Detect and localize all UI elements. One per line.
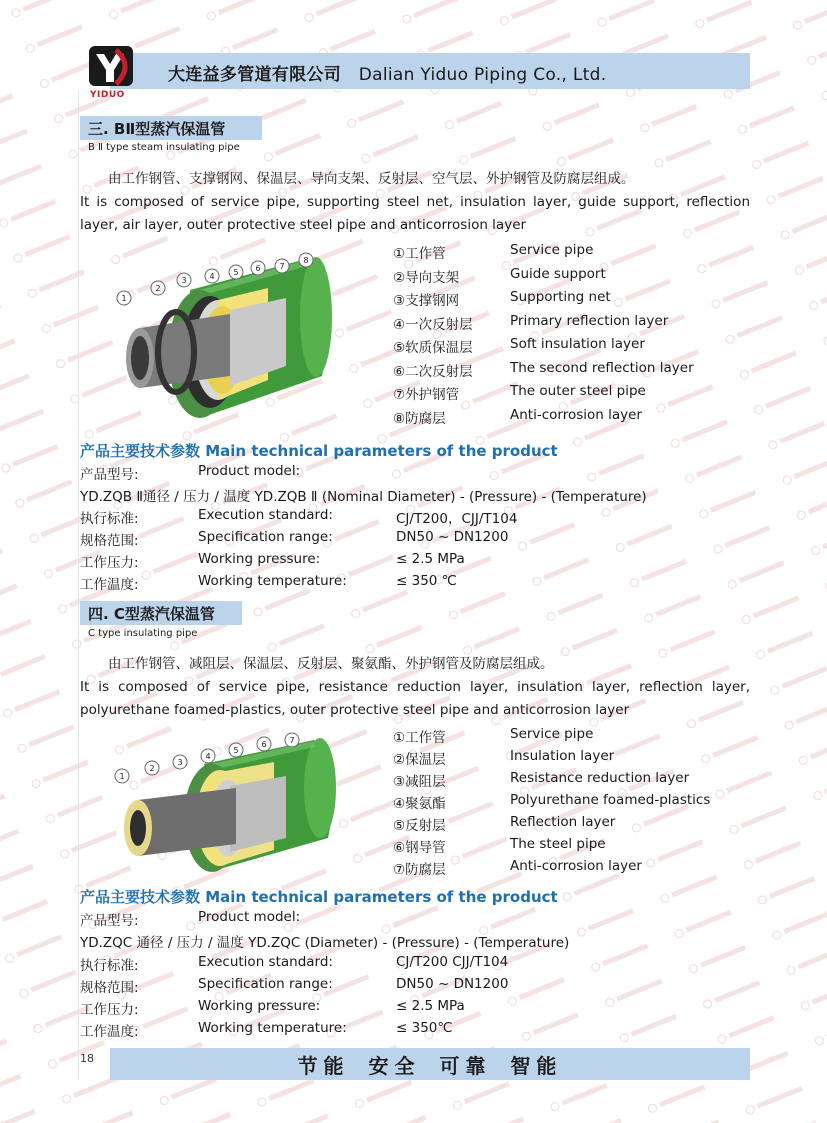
legend-item <box>393 858 710 880</box>
legend-cn: ②保温层 <box>393 752 446 768</box>
param-label-cn: 产品型号: <box>80 467 139 483</box>
margin-line <box>78 90 79 1080</box>
param-value: ≤ 350℃ <box>396 1020 453 1036</box>
legend-item <box>393 289 694 313</box>
param-label-cn: 工作温度: <box>80 577 139 593</box>
legend-cn: ⑥钢导管 <box>393 840 446 856</box>
bii-params-heading: 产品主要技术参数 Main technical parameters of the product <box>80 442 558 460</box>
param-label-cn: 工作压力: <box>80 555 139 571</box>
legend-cn: ⑤反射层 <box>393 818 446 834</box>
c-callout-2: 2 <box>149 764 155 773</box>
legend-cn: ①工作管 <box>393 246 446 262</box>
param-value: DN50 ~ DN1200 <box>396 976 509 992</box>
legend-en: The outer steel pipe <box>510 383 646 399</box>
legend-item <box>393 313 694 337</box>
company-name-cn: 大连益多管道有限公司 <box>168 65 341 85</box>
legend-item <box>393 748 710 770</box>
param-value: ≤ 2.5 MPa <box>396 551 465 567</box>
legend-item <box>393 242 694 266</box>
c-callout-6: 6 <box>261 740 267 749</box>
c-pipe-cutaway-illustration <box>108 730 348 880</box>
legend-en: Resistance reduction layer <box>510 770 690 786</box>
param-label-cn: 工作温度: <box>80 1024 139 1040</box>
legend-en: Primary reflection layer <box>510 312 669 329</box>
param-label-cn: 工作压力: <box>80 1002 139 1018</box>
company-name-en: Dalian Yiduo Piping Co., Ltd. <box>358 65 607 85</box>
section4-desc-cn: 由工作钢管、减阻层、保温层、反射层、聚氨酯、外护钢管及防腐层组成。 <box>108 656 554 672</box>
legend-item <box>393 792 710 814</box>
legend-item <box>393 360 694 384</box>
legend-en: Service pipe <box>510 726 594 742</box>
param-label-en: Specification range: <box>198 529 333 545</box>
legend-item <box>393 336 694 360</box>
logo-wordmark: YIDUO <box>90 90 125 100</box>
c-callout-1: 1 <box>119 772 125 781</box>
legend-item <box>393 814 710 836</box>
section4-desc-en: It is composed of service pipe, resistance reduction layer, insulation layer, reflection layer, polyurethane foamed-plastics, outer protective steel pipe and anticorrosion layer <box>80 679 750 718</box>
param-label-cn: 执行标准: <box>80 511 139 527</box>
legend-en: The steel pipe <box>510 836 606 852</box>
param-label-en: Execution standard: <box>198 954 333 970</box>
bii-callout-4: 4 <box>209 272 215 281</box>
param-label-en: Working pressure: <box>198 551 321 567</box>
legend-en: Insulation layer <box>510 748 615 764</box>
param-value: ≤ 2.5 MPa <box>396 998 465 1014</box>
legend-en: Polyurethane foamed-plastics <box>510 792 711 808</box>
bii-legend <box>393 242 694 430</box>
legend-cn: ⑧防腐层 <box>393 410 446 427</box>
legend-cn: ①工作管 <box>393 730 446 746</box>
legend-en: Reflection layer <box>510 814 616 830</box>
page-number: 18 <box>80 1052 94 1065</box>
legend-cn: ③减阻层 <box>393 774 446 790</box>
section3-desc-en: It is composed of service pipe, supporting steel net, insulation layer, guide support, reflection layer, air layer, outer protective steel pipe and anticorrosion layer <box>80 194 750 233</box>
legend-cn: ⑦防腐层 <box>393 862 446 878</box>
param-label-cn: 规格范围: <box>80 980 139 996</box>
legend-item <box>393 383 694 407</box>
legend-item <box>393 407 694 431</box>
company-name <box>168 60 606 85</box>
section4-description <box>80 653 750 722</box>
param-label-en: Working temperature: <box>198 573 347 589</box>
section4-subtitle: C type insulating pipe <box>88 628 198 639</box>
footer-slogan: 节能 安全 可靠 智能 <box>297 1054 563 1078</box>
legend-item <box>393 770 710 792</box>
legend-en: Service pipe <box>510 242 594 258</box>
param-label-en: Product model: <box>198 909 301 925</box>
param-label-en: Specification range: <box>198 976 333 992</box>
param-value: ≤ 350 ℃ <box>396 573 457 589</box>
bii-callout-1: 1 <box>121 294 127 303</box>
legend-cn: ⑥二次反射层 <box>393 363 473 380</box>
section3-description <box>80 168 750 237</box>
legend-en: Guide support <box>510 265 606 282</box>
bii-callout-8: 8 <box>303 256 309 265</box>
legend-en: Anti-corrosion layer <box>510 406 642 423</box>
legend-cn: ④一次反射层 <box>393 316 473 333</box>
param-model-code: YD.ZQB Ⅱ通径 / 压力 / 温度 YD.ZQB Ⅱ (Nominal Diameter) - (Pressure) - (Temperature) <box>80 489 647 505</box>
bii-callout-5: 5 <box>233 268 239 277</box>
param-label-en: Execution standard: <box>198 507 333 523</box>
legend-cn: ⑦外护钢管 <box>393 387 460 403</box>
legend-cn: ③支撑钢网 <box>393 293 460 309</box>
param-label-cn: 产品型号: <box>80 913 139 929</box>
legend-cn: ④聚氨酯 <box>393 796 446 812</box>
param-value: CJ/T200，CJJ/T104 <box>396 511 518 527</box>
param-value: CJ/T200 CJJ/T104 <box>396 954 509 970</box>
c-legend <box>393 726 710 880</box>
bii-pipe-cutaway-illustration <box>100 248 340 426</box>
bii-callout-6: 6 <box>255 264 261 273</box>
param-label-en: Product model: <box>198 463 301 479</box>
param-label-en: Working temperature: <box>198 1020 347 1036</box>
legend-item <box>393 266 694 290</box>
section3-subtitle: B Ⅱ type steam insulating pipe <box>88 142 240 153</box>
c-callout-5: 5 <box>233 746 239 755</box>
bii-callout-7: 7 <box>279 262 285 271</box>
section3-desc-cn: 由工作钢管、支撑钢网、保温层、导向支架、反射层、空气层、外护钢管及防腐层组成。 <box>108 171 635 187</box>
legend-cn: ⑤软质保温层 <box>393 340 473 356</box>
legend-en: Soft insulation layer <box>510 336 645 352</box>
legend-item <box>393 836 710 858</box>
param-label-cn: 规格范围: <box>80 533 139 549</box>
c-params-heading: 产品主要技术参数 Main technical parameters of the product <box>80 888 558 906</box>
c-callout-4: 4 <box>205 752 211 761</box>
legend-en: Supporting net <box>510 289 611 305</box>
legend-en: Anti-corrosion layer <box>510 858 642 874</box>
param-label-en: Working pressure: <box>198 998 321 1014</box>
c-callout-7: 7 <box>289 736 295 745</box>
c-callout-3: 3 <box>177 758 183 767</box>
legend-item <box>393 726 710 748</box>
param-value: DN50 ~ DN1200 <box>396 529 509 545</box>
section4-title: 四. C型蒸汽保温管 <box>80 601 242 625</box>
bii-callout-3: 3 <box>181 276 187 285</box>
bii-callout-2: 2 <box>155 284 161 293</box>
param-label-cn: 执行标准: <box>80 958 139 974</box>
legend-cn: ②导向支架 <box>393 269 460 286</box>
section3-title: 三. BⅡ型蒸汽保温管 <box>80 116 262 140</box>
param-model-code: YD.ZQC 通径 / 压力 / 温度 YD.ZQC (Diameter) - (Pressure) - (Temperature) <box>80 935 570 951</box>
legend-en: The second reflection layer <box>510 359 694 376</box>
